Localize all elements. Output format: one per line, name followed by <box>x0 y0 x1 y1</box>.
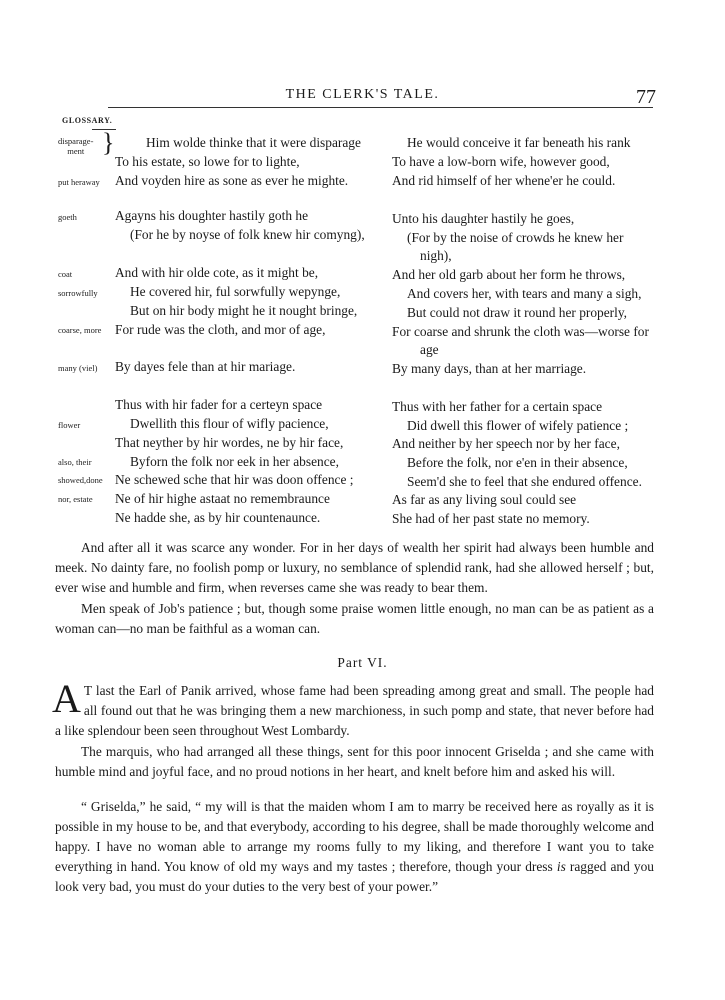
verse-original-line: And with hir olde cote, as it might be, <box>115 265 319 280</box>
drop-cap: A <box>52 676 81 721</box>
prose-text: “ Griselda,” he said, “ my will is that the maiden whom I am to marry be received here as royally as it is possible in my house to be, and that everybody, according to his degree, shall be made thoroughly welcome and happy. I have no woman able to arrange my rooms fully to my liking, and therefore I want you to take everything in hand. You know of old my ways and my tastes ; therefore, though your dress <box>55 799 654 874</box>
prose-paragraph: The marquis, who had arranged all these things, sent for this poor innocent Griselda ; and she came with humble mind and joyful face, and no proud notions in her heart, and knelt before him and asked his will. <box>55 744 654 779</box>
prose-paragraph: And after all it was scarce any wonder. For in her days of wealth her spirit had always been humble and meek. No dainty fare, no foolish pomp or luxury, no semblance of splendid rank, had she allowed herself ; but, ever wise and humble and firm, when reverses came she was ready to bear them. <box>55 540 654 595</box>
verse-modern-line: For coarse and shrunk the cloth was—worse for <box>392 324 649 339</box>
verse-modern-line: And rid himself of her whene'er he could. <box>392 173 616 188</box>
gloss-term: flower <box>58 420 81 430</box>
verse-original-line: Agayns his doughter hastily goth he <box>115 208 309 223</box>
gloss-term: sorrowfully <box>58 288 98 298</box>
verse-modern-line: Unto his daughter hastily he goes, <box>392 211 575 226</box>
verse-modern-line: She had of her past state no memory. <box>392 511 590 526</box>
verse-modern-line: By many days, than at her marriage. <box>392 361 587 376</box>
verse-original-line: (For he by noyse of folk knew hir comyng), <box>130 227 365 242</box>
verse-modern-line: Thus with her father for a certain space <box>392 399 603 414</box>
verse-modern-line: He would conceive it far beneath his rank <box>407 135 631 150</box>
verse-modern-line: And neither by her speech nor by her face, <box>392 436 620 451</box>
verse-original-line: Ne schewed sche that hir was doon offence ; <box>115 472 354 487</box>
prose-paragraph <box>55 797 654 897</box>
verse-original-line: To his estate, so lowe for to lighte, <box>115 154 300 169</box>
verse-original-line: He covered hir, ful sorwfully wepynge, <box>130 284 341 299</box>
gloss-term: many (viel) <box>58 363 98 373</box>
page-number: 77 <box>636 86 656 108</box>
header-rule <box>108 107 653 108</box>
gloss-term: also, their <box>58 457 92 467</box>
gloss-term: goeth <box>58 212 77 222</box>
verse-modern-line: But could not draw it round her properly, <box>407 305 628 320</box>
verse-modern-line: Before the folk, nor e'en in their absence, <box>407 455 628 470</box>
gloss-brace: } <box>102 128 115 157</box>
gloss-term: put heraway <box>58 177 100 187</box>
verse-original-line: And voyden hire as sone as ever he mighte. <box>115 173 349 188</box>
verse-modern-line: As far as any living soul could see <box>392 492 577 507</box>
verse-original-line: But on hir body might he it nought bringe, <box>130 303 358 318</box>
verse-original-line: Ne hadde she, as by hir countenaunce. <box>115 510 321 525</box>
verse-modern-line: And her old garb about her form he throws, <box>392 267 626 282</box>
verse-modern-line: Seem'd she to feel that she endured offence. <box>407 474 642 489</box>
verse-original-line: Him wolde thinke that it were disparage <box>146 135 361 150</box>
verse-original-line: Dwellith this flour of wifly pacience, <box>130 416 329 431</box>
prose-paragraph <box>52 676 654 741</box>
verse-original-line: That neyther by hir wordes, ne by hir face, <box>115 435 344 450</box>
gloss-term-disparagement: disparage- ment <box>58 136 94 156</box>
prose-paragraph: Men speak of Job's patience ; but, though some praise women little enough, no man can be as patient as a woman can—no man be faithful as a woman can. <box>55 601 654 636</box>
verse-original-line: Byforn the folk nor eek in her absence, <box>130 454 339 469</box>
verse-original-line: Ne of hir highe astaat no remembraunce <box>115 491 330 506</box>
verse-modern-line: To have a low-born wife, however good, <box>392 154 610 169</box>
prose-text: ragged and you look very bad, you must do your duties to the very best of your power.” <box>55 859 654 894</box>
prose-emphasis: is <box>556 859 566 874</box>
verse-modern-line: nigh), <box>420 248 452 263</box>
verse-modern-line: And covers her, with tears and many a sigh, <box>407 286 642 301</box>
verse-original-line: Thus with hir fader for a certeyn space <box>115 397 323 412</box>
glossary-heading: GLOSSARY. <box>62 116 113 125</box>
gloss-term: nor, estate <box>58 494 93 504</box>
verse-modern-line: (For by the noise of crowds he knew her <box>407 230 624 245</box>
gloss-term: coat <box>58 269 73 279</box>
running-head: THE CLERK'S TALE. <box>285 87 440 102</box>
gloss-term: coarse, more <box>58 325 102 335</box>
verse-original-line: For rude was the cloth, and mor of age, <box>115 322 326 337</box>
verse-modern-line: age <box>420 342 439 357</box>
gloss-term: showed,done <box>58 475 103 485</box>
part-heading: Part VI. <box>337 655 388 670</box>
verse-original-line: By dayes fele than at hir mariage. <box>115 359 296 374</box>
prose-text: T last the Earl of Panik arrived, whose fame had been spreading among great and small. The people had all found out that he was bringing them a new marchioness, in such pomp and state, that never before had a like splendour been seen throughout West Lombardy. <box>55 683 654 738</box>
verse-modern-line: Did dwell this flower of wifely patience ; <box>407 418 629 433</box>
